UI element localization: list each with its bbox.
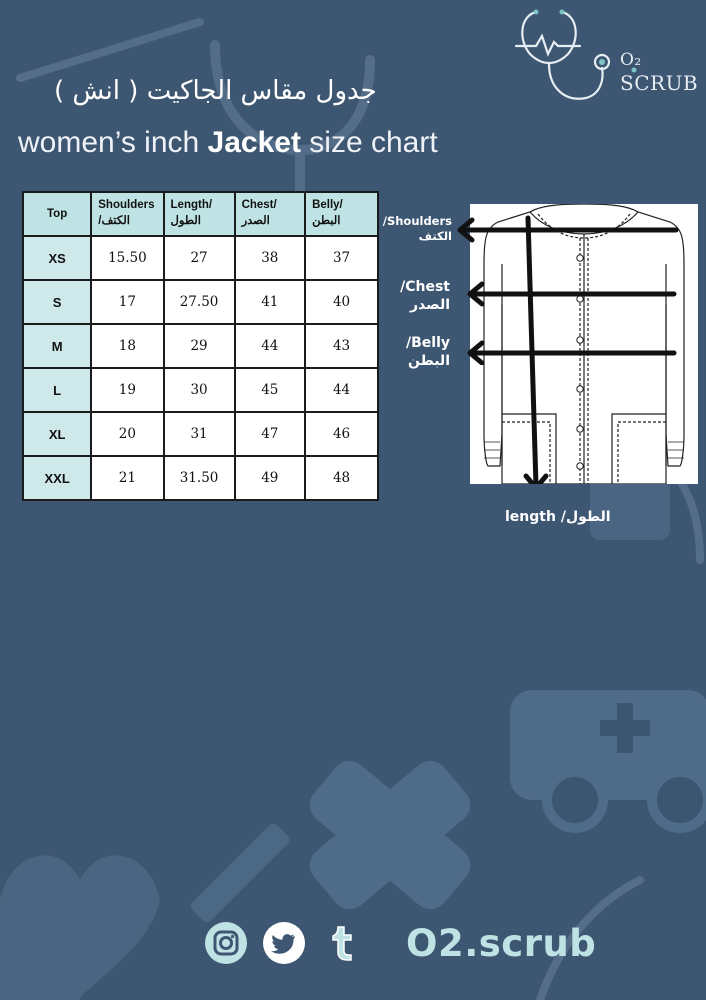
title-prefix: women’s inch [18,126,208,159]
table-row [23,412,378,456]
chest-cell: 45 [235,368,306,412]
size-cell: XS [23,236,91,280]
chest-cell: 44 [235,324,306,368]
chest-cell: 49 [235,456,306,500]
size-cell: S [23,280,91,324]
chest-label-en: /Chest [400,279,450,295]
chest-cell: 47 [235,412,306,456]
shoulders-label-en: /Shoulders [382,214,452,228]
header-chest [235,192,306,236]
table-row [23,280,378,324]
shoulders-cell: 15.50 [91,236,163,280]
header-top [23,192,91,236]
english-title [18,126,438,160]
social-footer [204,920,596,966]
length-cell: 29 [164,324,235,368]
twitter-icon[interactable] [262,921,306,965]
brand-logo-text [620,52,698,93]
length-cell: 27.50 [164,280,235,324]
header-shoulders [91,192,163,236]
belly-cell: 46 [305,412,378,456]
shoulders-cell: 17 [91,280,163,324]
belly-label-ar: البطن [407,353,450,370]
header-length-ar: الطول [170,215,201,227]
belly-label-en: /Belly [405,335,450,351]
shoulders-label-ar: الكتف [418,228,452,243]
right-pocket [612,414,666,484]
belly-label [392,334,450,370]
header-belly-en: Belly/ [312,199,343,212]
arabic-title: جدول مقاس الجاكيت ( انش ) [54,76,377,106]
length-label: length /الطول [505,509,611,525]
size-cell: M [23,324,91,368]
shoulders-cell: 18 [91,324,163,368]
header-length-en: Length/ [170,199,213,212]
length-cell: 27 [164,236,235,280]
table-row [23,456,378,500]
measure-arrows [450,215,680,365]
table-row [23,324,378,368]
header-shoulders-en: Shoulders [98,199,155,212]
header-belly-ar: البطن [312,215,341,227]
chest-label-ar: الصدر [410,297,450,314]
shoulders-cell: 20 [91,412,163,456]
belly-cell: 40 [305,280,378,324]
chest-cell: 38 [235,236,306,280]
belly-cell: 48 [305,456,378,500]
length-cell: 30 [164,368,235,412]
brand-o2: O₂ [620,50,642,70]
length-cell: 31.50 [164,456,235,500]
shoulders-cell: 19 [91,368,163,412]
table-row [23,368,378,412]
belly-cell: 37 [305,236,378,280]
size-cell: XXL [23,456,91,500]
header-shoulders-ar: /الكتف [98,215,130,227]
brand-scrub: SCRUB [620,71,699,95]
social-handle[interactable]: O2.scrub [406,921,597,965]
header-chest-en: Chest/ [241,199,277,212]
header-belly [305,192,378,236]
chest-label [392,278,450,314]
table-row [23,236,378,280]
title-bold: Jacket [207,126,301,159]
header-chest-ar: الصدر [241,215,270,227]
shoulders-cell: 21 [91,456,163,500]
size-chart-table [22,191,379,501]
left-pocket [502,414,556,484]
shoulders-label [382,214,452,244]
tumblr-icon[interactable] [320,921,364,965]
instagram-icon[interactable] [204,921,248,965]
belly-cell: 43 [305,324,378,368]
size-cell: L [23,368,91,412]
header-length [164,192,235,236]
chest-cell: 41 [235,280,306,324]
belly-cell: 44 [305,368,378,412]
header-top-label: Top [47,208,68,220]
length-cell: 31 [164,412,235,456]
size-cell: XL [23,412,91,456]
table-header-row [23,192,378,236]
title-suffix: size chart [300,126,438,159]
